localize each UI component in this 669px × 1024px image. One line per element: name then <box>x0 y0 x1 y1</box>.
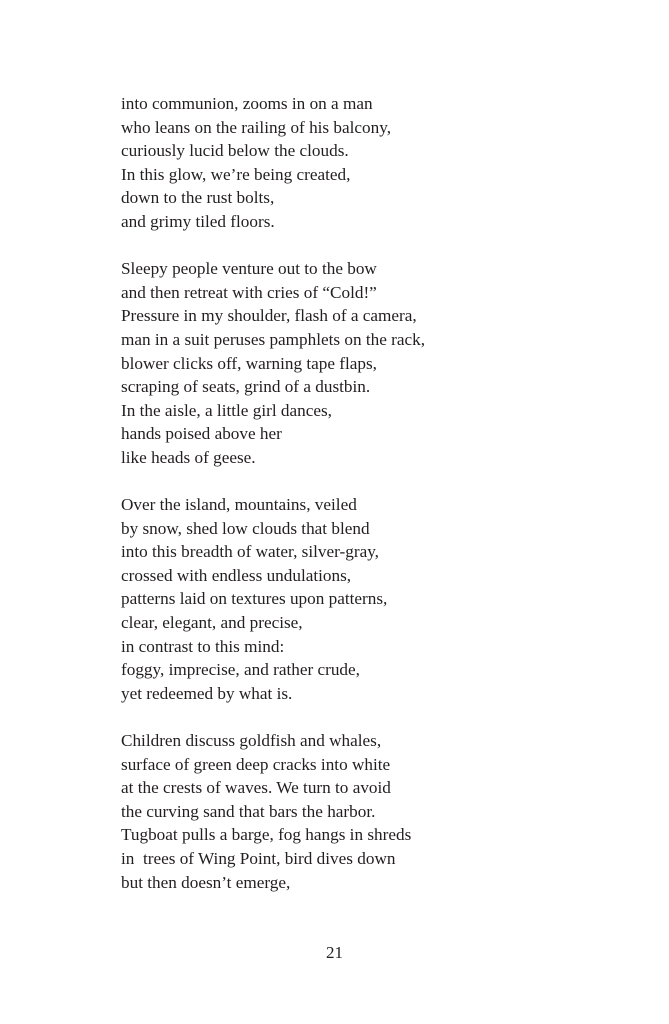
poem-line: patterns laid on textures upon patterns, <box>121 589 388 609</box>
page-number: 21 <box>326 943 343 962</box>
poem-line: yet redeemed by what is. <box>121 683 293 703</box>
stanza <box>121 729 425 894</box>
poem-line: scraping of seats, grind of a dustbin. <box>121 377 371 397</box>
poem-line: who leans on the railing of his balcony, <box>121 117 392 137</box>
poem-line: Tugboat pulls a barge, fog hangs in shreds <box>121 825 412 845</box>
poem-line: and then retreat with cries of “Cold!” <box>121 282 377 302</box>
poem-line: down to the rust bolts, <box>121 188 275 208</box>
stanza <box>121 257 425 469</box>
poem-line: and grimy tiled floors. <box>121 211 275 231</box>
poem-line: in contrast to this mind: <box>121 636 285 656</box>
poem-line: hands poised above her <box>121 424 282 444</box>
poem-line: foggy, imprecise, and rather crude, <box>121 660 360 680</box>
poem-line: the curving sand that bars the harbor. <box>121 801 376 821</box>
poem-line: Children discuss goldfish and whales, <box>121 731 382 751</box>
poem-line: at the crests of waves. We turn to avoid <box>121 778 391 798</box>
poem-line: into this breadth of water, silver-gray, <box>121 542 379 562</box>
poem-line: curiously lucid below the clouds. <box>121 141 349 161</box>
poem-body <box>121 92 425 918</box>
poem-line: Over the island, mountains, veiled <box>121 495 357 515</box>
poem-line: Sleepy people venture out to the bow <box>121 259 377 279</box>
stanza <box>121 493 425 705</box>
poem-line: blower clicks off, warning tape flaps, <box>121 353 377 373</box>
poem-line: but then doesn’t emerge, <box>121 872 291 892</box>
poem-line: crossed with endless undulations, <box>121 565 352 585</box>
poem-line: clear, elegant, and precise, <box>121 613 303 633</box>
poem-line: man in a suit peruses pamphlets on the rack, <box>121 329 426 349</box>
poem-line: into communion, zooms in on a man <box>121 94 373 113</box>
poem-line: in trees of Wing Point, bird dives down <box>121 849 396 868</box>
poem-line: Pressure in my shoulder, flash of a camera, <box>121 306 417 326</box>
poem-line: like heads of geese. <box>121 447 256 467</box>
poem-line: surface of green deep cracks into white <box>121 754 391 774</box>
poem-line: by snow, shed low clouds that blend <box>121 518 370 538</box>
poem-line: In the aisle, a little girl dances, <box>121 400 332 420</box>
poem-line: In this glow, we’re being created, <box>121 164 351 184</box>
stanza <box>121 92 425 234</box>
